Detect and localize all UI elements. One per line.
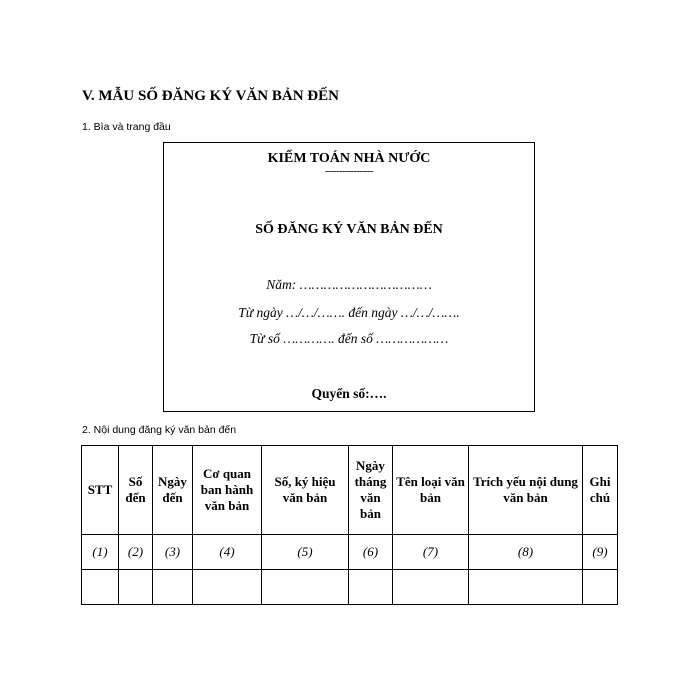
column-number-row <box>82 535 618 570</box>
column-number: (3) <box>153 535 193 570</box>
empty-cell <box>469 570 583 605</box>
header-trich-yeu: Trích yếu nội dung văn bản <box>469 446 583 535</box>
empty-cell <box>583 570 618 605</box>
volume-number: Quyển số:…. <box>311 386 387 401</box>
header-co-quan: Cơ quan ban hành văn bản <box>193 446 262 535</box>
header-ten-loai: Tên loại văn bản <box>393 446 469 535</box>
date-range-line: Từ ngày …/…/……. đến ngày …/…/……. <box>238 305 460 320</box>
empty-cell <box>262 570 349 605</box>
year-line: Năm: …………………………… <box>266 277 432 292</box>
column-number: (1) <box>82 535 119 570</box>
register-table <box>81 445 618 605</box>
empty-entry-row <box>82 570 618 605</box>
number-range-line: Từ số …………. đến số ……………… <box>249 331 449 346</box>
empty-cell <box>153 570 193 605</box>
header-so-den: Số đến <box>119 446 153 535</box>
register-book-title: SỐ ĐĂNG KÝ VĂN BẢN ĐẾN <box>255 222 443 237</box>
header-ngay-thang: Ngày tháng văn bản <box>349 446 393 535</box>
column-number: (9) <box>583 535 618 570</box>
separator-line: ----------------- <box>324 166 374 177</box>
subsection-content-label: 2. Nội dung đăng ký văn bản đến <box>82 424 237 436</box>
empty-cell <box>193 570 262 605</box>
header-ghi-chu: Ghi chú <box>583 446 618 535</box>
header-ngay-den: Ngày đến <box>153 446 193 535</box>
column-number: (7) <box>393 535 469 570</box>
table-header-row <box>82 446 618 535</box>
column-number: (4) <box>193 535 262 570</box>
empty-cell <box>82 570 119 605</box>
cover-page-box <box>163 142 535 412</box>
subsection-cover-label: 1. Bìa và trang đầu <box>82 121 171 133</box>
header-so-ky-hieu: Số, ký hiệu văn bản <box>262 446 349 535</box>
empty-cell <box>349 570 393 605</box>
section-title: V. MẪU SỐ ĐĂNG KÝ VĂN BẢN ĐẾN <box>82 88 339 104</box>
empty-cell <box>119 570 153 605</box>
column-number: (8) <box>469 535 583 570</box>
empty-cell <box>393 570 469 605</box>
column-number: (2) <box>119 535 153 570</box>
column-number: (5) <box>262 535 349 570</box>
organization-name: KIỂM TOÁN NHÀ NƯỚC <box>267 151 431 166</box>
column-number: (6) <box>349 535 393 570</box>
header-stt: STT <box>82 446 119 535</box>
